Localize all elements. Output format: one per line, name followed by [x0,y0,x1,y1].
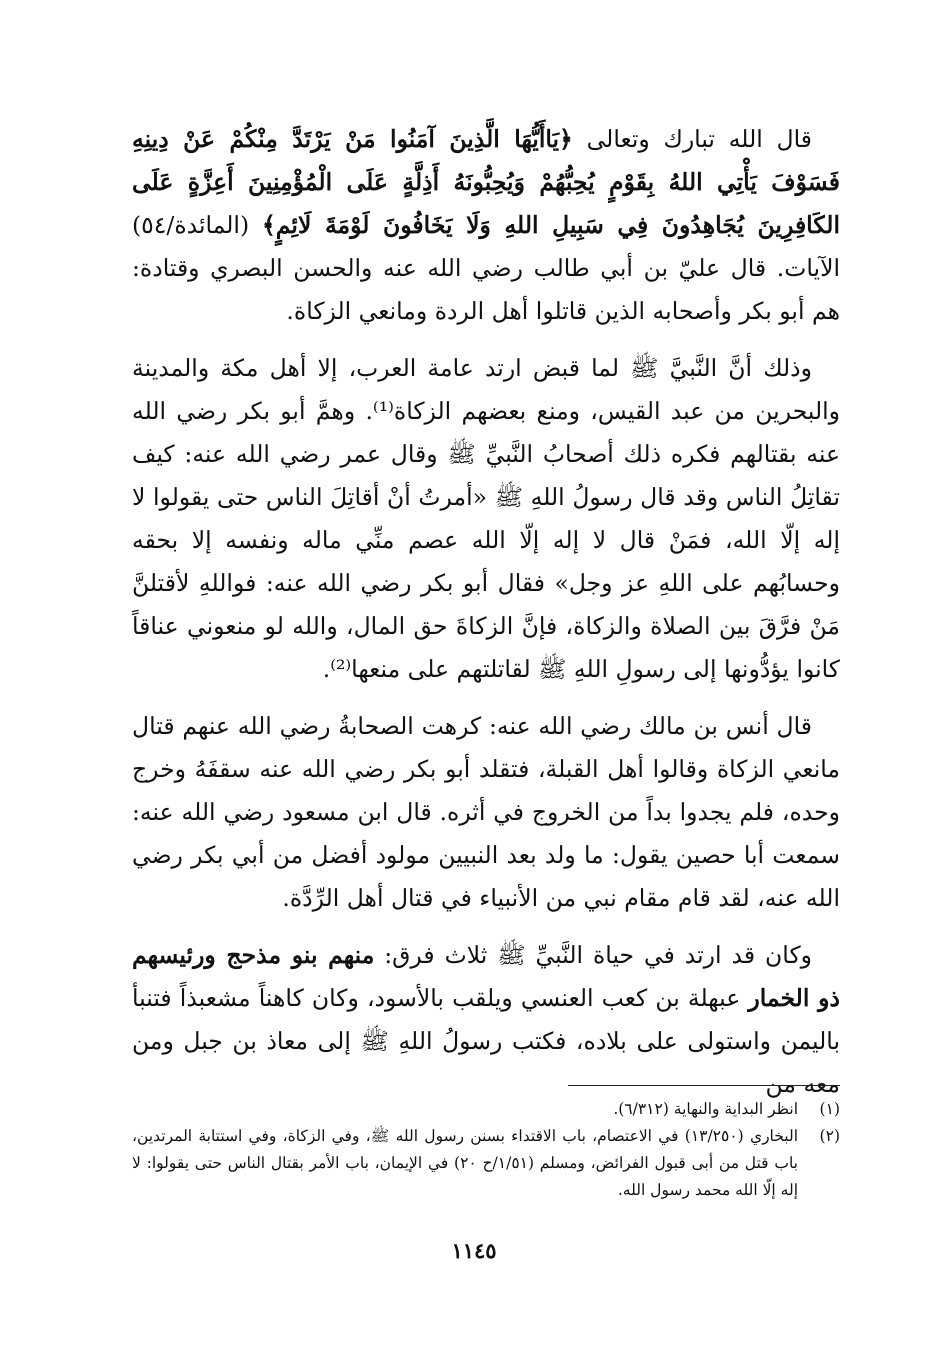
paragraph-2 [132,347,840,691]
main-text [132,118,840,1120]
paragraph-1-intro: قال الله تبارك وتعالى [572,125,812,153]
paragraph-4-bold: منهم بنو مذحج ورئيسهم ذو الخمار [132,941,840,1012]
footnotes [132,1096,840,1204]
paragraph-1-rest: (المائدة/٥٤) الآيات. قال عليّ بن أبي طالب رضي الله عنه والحسن البصري وقتادة: هم أبو بكر وأصحابه الذين قاتلوا أهل الردة ومانعي الزكاة. [132,211,840,325]
page-number: ١١٤٥ [451,1238,497,1263]
footnote-2-text: البخاري (١٣/٢٥٠) في الاعتصام، باب الاقتداء بسنن رسول الله ﷺ، وفي الزكاة، وفي استتابة المرتدين، باب قتل من أبى قبول الفرائض، ومسلم (١/٥١/ح ٢٠) في الإيمان، باب الأمر بقتال الناس حتى يقولوا: لا إله إلّا الله محمد رسول الله. [132,1127,798,1199]
footnote-2 [132,1123,840,1204]
footnote-2-number: (٢) [819,1127,840,1145]
footnote-1 [132,1096,840,1123]
footnote-1-number: (١) [819,1100,840,1118]
quran-verse: ﴿يَاأَيُّهَا الَّذِينَ آمَنُوا مَنْ يَرْتَدَّ مِنْكُمْ عَنْ دِينِهِ فَسَوْفَ يَأْتِي اللهُ بِقَوْمٍ يُحِبُّهُمْ وَيُحِبُّونَهُ أَذِلَّةٍ عَلَى الْمُؤْمِنِينَ أَعِزَّةٍ عَلَى الكَافِرِينَ يُجَاهِدُونَ فِي سَبِيلِ اللهِ وَلَا يَخَافُونَ لَوْمَةَ لَائِمٍ﴾ [132,125,841,239]
footnote-1-text: انظر البداية والنهاية (٦/٣١٢). [613,1100,798,1118]
paragraph-3-text: قال أنس بن مالك رضي الله عنه: كرهت الصحابةُ رضي الله عنهم قتال مانعي الزكاة وقالوا أهل القبلة، فتقلد أبو بكر رضي الله عنه سقفَهُ وخرج وحده، فلم يجدوا بداً من الخروج في أثره. قال ابن مسعود رضي الله عنه: سمعت أبا حصين يقول: ما ولد بعد النبيين مولود أفضل من أبي بكر رضي الله عنه، لقد قام مقام نبي من الأنبياء في قتال أهل الرِّدَّة. [132,712,840,912]
paragraph-3 [132,705,840,920]
paragraph-2-text: وذلك أنَّ النَّبيَّ ﷺ لما قبض ارتد عامة العرب، إلا أهل مكة والمدينة والبحرين من عبد القيس، ومنع بعضهم الزكاة⁽¹⁾. وهمَّ أبو بكر رضي الله عنه بقتالهم فكره ذلك أصحابُ النَّبيِّ ﷺ وقال عمر رضي الله عنه: كيف تقاتِلُ الناس وقد قال رسولُ اللهِ ﷺ «أمرتُ أنْ أقاتِلَ الناس حتى يقولوا لا إله إلّا الله، فمَنْ قال لا إله إلّا الله عصم منِّي ماله ونفسه إلا بحقه وحسابُهم على اللهِ عز وجل» فقال أبو بكر رضي الله عنه: فواللهِ لأقتلنَّ مَنْ فرَّقَ بين الصلاة والزكاة، فإنَّ الزكاةَ حق المال، والله لو منعوني عناقاً كانوا يؤدُّونها إلى رسولِ اللهِ ﷺ لقاتلتهم على منعها⁽²⁾. [132,354,840,683]
paragraph-1 [132,118,840,333]
paragraph-4 [132,934,840,1106]
paragraph-4-intro: وكان قد ارتد في حياة النَّبيِّ ﷺ ثلاث فرق: [374,941,812,969]
paragraph-4-rest: عبهلة بن كعب العنسي ويلقب بالأسود، وكان كاهناً مشعبذاً فتنبأ باليمن واستولى على بلاده، فكتب رسولُ اللهِ ﷺ إلى معاذ بن جبل ومن معه من [132,984,840,1098]
footnote-separator [568,1085,840,1086]
